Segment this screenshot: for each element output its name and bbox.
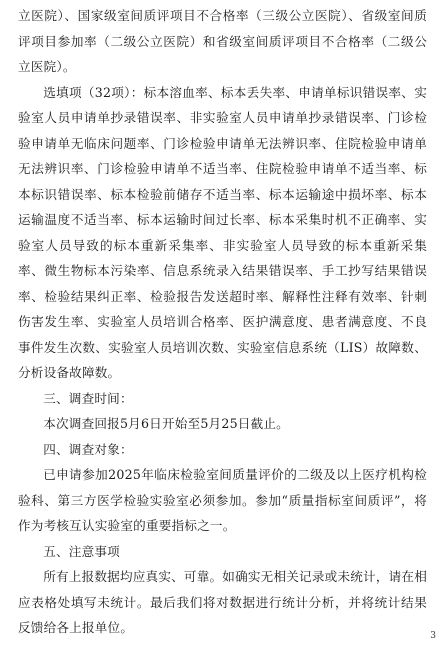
- paragraph-survey-time: 本次调查回报5月6日开始至5月25日截止。: [43, 416, 289, 431]
- paragraph-continuation: 立医院）、国家级室间质评项目不合格率（三级公立医院）、省级室间质评项目参加率（二级公立医院）和省级室间质评项目不合格率（二级公立医院）。: [18, 8, 427, 74]
- paragraph-optional-items: 选填项（32项）：标本溶血率、标本丢失率、申请单标识错误率、实验室人员申请单抄录错误率、非实验室人员申请单抄录错误率、门诊检验申请单无临床问题率、门诊检验申请单无法辨识率、住院检验申请单无法辨识率、门诊检验申请单不适当率、住院检验申请单不适当率、标本标识错误率、标本检验前储存不适当率、标本运输途中损坏率、标本运输温度不适当率、标本运输时间过长率、标本采集时机不正确率、实验室人员导致的标本重新采集率、非实验室人员导致的标本重新采集率、微生物标本污染率、信息系统录入结果错误率、手工抄写结果错误率、检验结果纠正率、检验报告发送超时率、解释性注释有效率、针刺伤害发生率、实验室人员培训合格率、医护满意度、患者满意度、不良事件发生次数、实验室人员培训次数、实验室信息系统（LIS）故障数、分析设备故障数。: [18, 84, 427, 380]
- heading-survey-target: 四、调查对象：: [43, 441, 133, 457]
- paragraph-survey-target: 已申请参加2025年临床检验室间质量评价的二级及以上医疗机构检验科、第三方医学检验实验室必须参加。参加“质量指标室间质评”，将作为考核互认实验室的重要指标之一。: [18, 467, 427, 533]
- heading-notes: 五、注意事项: [43, 543, 120, 559]
- page-number: 3: [430, 631, 436, 641]
- paragraph-notes: 所有上报数据均应真实、可靠。如确实无相关记录或未统计，请在相应表格处填写未统计。最后我们将对数据进行统计分析，并将统计结果反馈给各上报单位。: [18, 569, 427, 635]
- heading-survey-time: 三、调查时间：: [43, 390, 133, 406]
